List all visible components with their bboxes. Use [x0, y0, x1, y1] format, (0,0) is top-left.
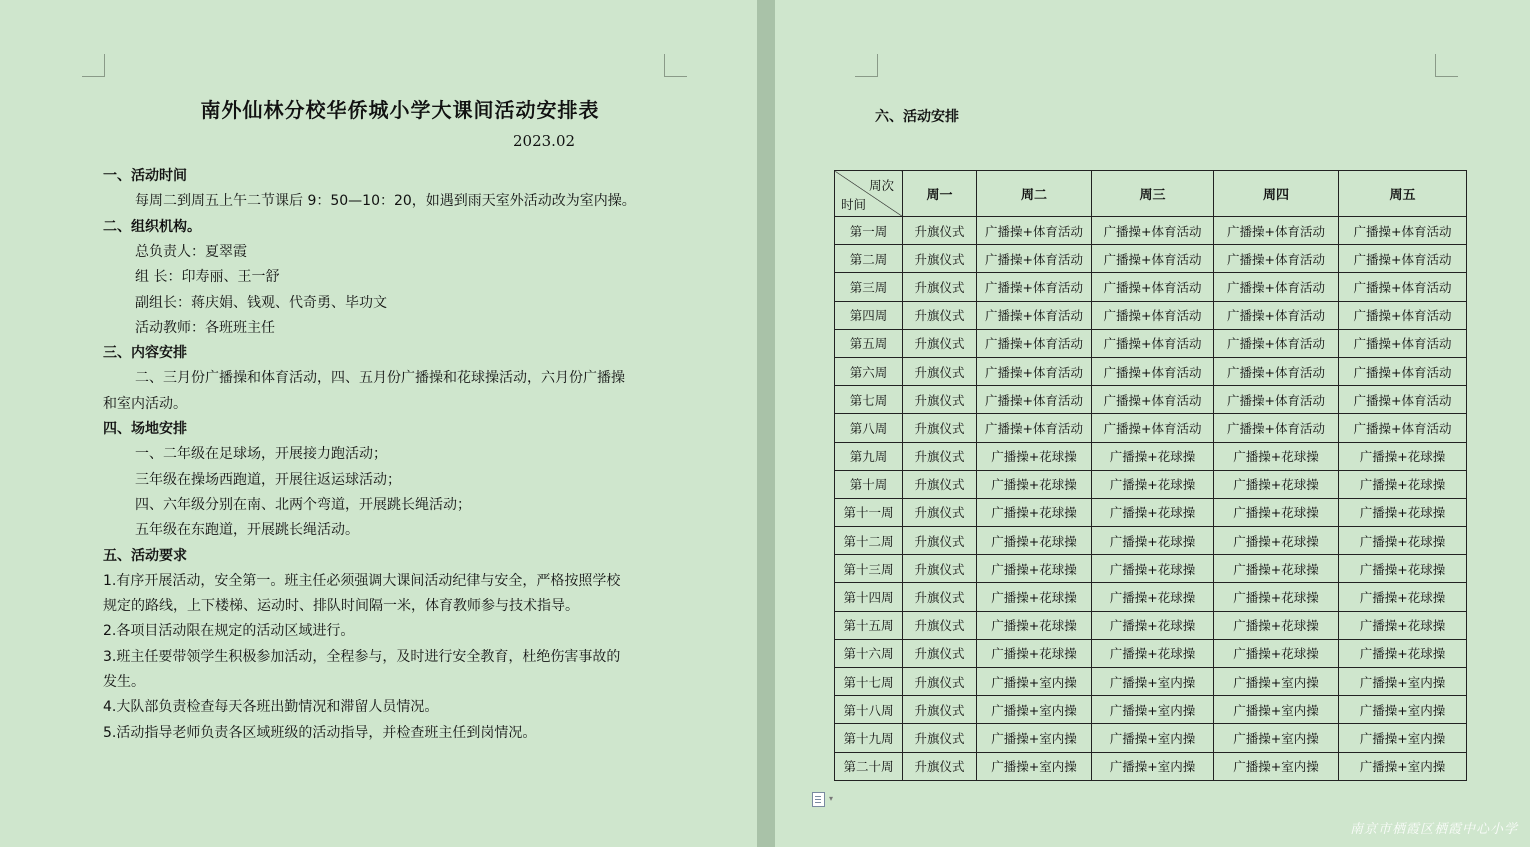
table-cell: 升旗仪式 [903, 724, 977, 752]
table-cell: 广播操+花球操 [977, 639, 1092, 667]
corner-header-cell [835, 171, 903, 217]
document-page-left [0, 0, 757, 847]
table-row [835, 273, 1467, 301]
table-cell: 广播操+体育活动 [1092, 329, 1214, 357]
table-cell: 广播操+体育活动 [1092, 273, 1214, 301]
table-row [835, 555, 1467, 583]
header-tuesday: 周二 [977, 171, 1092, 217]
page-corner-mark [855, 54, 878, 77]
body-text-line: 总负责人：夏翠霞 [135, 243, 247, 260]
table-cell: 广播操+花球操 [1339, 442, 1467, 470]
table-cell: 广播操+花球操 [1339, 611, 1467, 639]
table-cell: 广播操+体育活动 [977, 217, 1092, 245]
table-cell: 广播操+体育活动 [1214, 301, 1339, 329]
table-row [835, 611, 1467, 639]
table-cell: 升旗仪式 [903, 442, 977, 470]
week-label-cell: 第三周 [835, 273, 903, 301]
table-cell: 升旗仪式 [903, 611, 977, 639]
table-cell: 广播操+花球操 [1339, 527, 1467, 555]
document-icon[interactable] [812, 792, 825, 807]
table-cell: 升旗仪式 [903, 414, 977, 442]
table-row [835, 442, 1467, 470]
table-cell: 广播操+室内操 [1092, 752, 1214, 780]
body-text-line: 3.班主任要带领学生积极参加活动，全程参与，及时进行安全教育，杜绝伤害事故的 [103, 648, 621, 665]
table-cell: 升旗仪式 [903, 273, 977, 301]
table-cell: 广播操+体育活动 [1214, 329, 1339, 357]
table-cell: 升旗仪式 [903, 301, 977, 329]
section-heading: 三、内容安排 [103, 345, 187, 362]
table-cell: 广播操+体育活动 [1214, 414, 1339, 442]
table-row [835, 245, 1467, 273]
table-cell: 广播操+室内操 [977, 696, 1092, 724]
week-label-cell: 第八周 [835, 414, 903, 442]
week-label-cell: 第十六周 [835, 639, 903, 667]
week-label-cell: 第十四周 [835, 583, 903, 611]
table-cell: 广播操+花球操 [1214, 555, 1339, 583]
body-text-line: 组 长：印寿丽、王一舒 [135, 269, 280, 286]
table-cell: 升旗仪式 [903, 329, 977, 357]
table-cell: 升旗仪式 [903, 357, 977, 385]
table-cell: 广播操+花球操 [1092, 470, 1214, 498]
corner-label-time: 时间 [841, 197, 867, 212]
table-cell: 广播操+体育活动 [1092, 414, 1214, 442]
table-cell: 广播操+体育活动 [1339, 273, 1467, 301]
table-row [835, 527, 1467, 555]
header-thursday: 周四 [1214, 171, 1339, 217]
table-row [835, 696, 1467, 724]
table-cell: 广播操+室内操 [1214, 696, 1339, 724]
table-row [835, 470, 1467, 498]
week-label-cell: 第十二周 [835, 527, 903, 555]
table-cell: 广播操+体育活动 [977, 414, 1092, 442]
table-row [835, 498, 1467, 526]
table-cell: 广播操+室内操 [1214, 724, 1339, 752]
table-cell: 广播操+室内操 [1339, 724, 1467, 752]
table-cell: 广播操+花球操 [1214, 611, 1339, 639]
section-heading: 一、活动时间 [103, 168, 187, 184]
header-friday: 周五 [1339, 171, 1467, 217]
table-cell: 升旗仪式 [903, 555, 977, 583]
table-cell: 广播操+花球操 [977, 611, 1092, 639]
table-cell: 广播操+体育活动 [1214, 357, 1339, 385]
body-text-line: 活动教师：各班班主任 [135, 319, 275, 336]
body-text-line: 1.有序开展活动，安全第一。班主任必须强调大课间活动纪律与安全，严格按照学校 [103, 572, 621, 589]
table-cell: 广播操+花球操 [1214, 527, 1339, 555]
table-cell: 广播操+体育活动 [1214, 273, 1339, 301]
week-label-cell: 第十五周 [835, 611, 903, 639]
table-cell: 广播操+室内操 [977, 724, 1092, 752]
body-text-line: 2.各项目活动限在规定的活动区域进行。 [103, 623, 355, 640]
week-label-cell: 第七周 [835, 386, 903, 414]
table-cell: 广播操+体育活动 [977, 301, 1092, 329]
table-cell: 广播操+花球操 [1092, 583, 1214, 611]
table-cell: 广播操+花球操 [1092, 639, 1214, 667]
week-label-cell: 第十八周 [835, 696, 903, 724]
table-row [835, 329, 1467, 357]
table-cell: 广播操+花球操 [1339, 470, 1467, 498]
table-row [835, 357, 1467, 385]
table-cell: 广播操+体育活动 [1339, 329, 1467, 357]
table-cell: 广播操+花球操 [977, 442, 1092, 470]
page-corner-mark [82, 54, 105, 77]
table-cell: 广播操+室内操 [1092, 696, 1214, 724]
table-cell: 广播操+体育活动 [1339, 357, 1467, 385]
table-cell: 广播操+体育活动 [977, 357, 1092, 385]
body-text-line: 4.大队部负责检查每天各班出勤情况和滞留人员情况。 [103, 699, 439, 716]
document-date: 2023.02 [513, 132, 576, 150]
table-cell: 广播操+体育活动 [1092, 386, 1214, 414]
table-cell: 广播操+花球操 [977, 555, 1092, 583]
table-cell: 广播操+体育活动 [1339, 217, 1467, 245]
table-cell: 升旗仪式 [903, 217, 977, 245]
section-heading: 五、活动要求 [103, 547, 187, 564]
table-cell: 广播操+室内操 [1092, 668, 1214, 696]
table-cell: 广播操+花球操 [977, 527, 1092, 555]
table-cell: 广播操+花球操 [1214, 498, 1339, 526]
table-cell: 广播操+体育活动 [1339, 386, 1467, 414]
table-cell: 广播操+花球操 [1339, 498, 1467, 526]
body-text-line: 三年级在操场西跑道，开展往返运球活动； [135, 471, 401, 488]
table-cell: 广播操+体育活动 [1092, 217, 1214, 245]
table-cell: 升旗仪式 [903, 498, 977, 526]
table-cell: 广播操+花球操 [977, 470, 1092, 498]
table-row [835, 217, 1467, 245]
table-cell: 广播操+花球操 [1214, 583, 1339, 611]
table-cell: 广播操+室内操 [1339, 696, 1467, 724]
corner-label-week: 周次 [868, 178, 894, 193]
table-cell: 广播操+室内操 [1339, 752, 1467, 780]
table-cell: 广播操+体育活动 [1214, 217, 1339, 245]
table-cell: 广播操+体育活动 [1092, 245, 1214, 273]
table-cell: 广播操+花球操 [1214, 639, 1339, 667]
table-row [835, 301, 1467, 329]
week-label-cell: 第十九周 [835, 724, 903, 752]
body-text-line: 发生。 [103, 674, 145, 690]
table-row [835, 414, 1467, 442]
schedule-body [835, 217, 1467, 781]
table-cell: 广播操+体育活动 [1339, 245, 1467, 273]
table-cell: 升旗仪式 [903, 696, 977, 724]
week-label-cell: 第十一周 [835, 498, 903, 526]
section-heading: 四、场地安排 [103, 421, 187, 437]
table-cell: 广播操+花球操 [1339, 555, 1467, 583]
body-text-line: 五年级在东跑道，开展跳长绳活动。 [135, 522, 359, 539]
table-cell: 广播操+花球操 [1214, 470, 1339, 498]
week-label-cell: 第五周 [835, 329, 903, 357]
section-title: 六、活动安排 [875, 109, 959, 125]
body-text-line: 规定的路线，上下楼梯、运动时、排队时间隔一米，体育教师参与技术指导。 [103, 598, 579, 615]
table-cell: 广播操+花球操 [1214, 442, 1339, 470]
table-cell: 广播操+花球操 [1092, 442, 1214, 470]
body-text-line: 四、六年级分别在南、北两个弯道，开展跳长绳活动； [135, 496, 471, 513]
header-monday: 周一 [903, 171, 977, 217]
table-row [835, 668, 1467, 696]
table-cell: 广播操+室内操 [977, 668, 1092, 696]
header-wednesday: 周三 [1092, 171, 1214, 217]
week-label-cell: 第十周 [835, 470, 903, 498]
week-label-cell: 第六周 [835, 357, 903, 385]
table-cell: 广播操+室内操 [977, 752, 1092, 780]
table-row [835, 752, 1467, 780]
table-cell: 升旗仪式 [903, 639, 977, 667]
section-heading: 二、组织机构。 [103, 218, 201, 235]
table-cell: 广播操+花球操 [1339, 639, 1467, 667]
table-cell: 升旗仪式 [903, 583, 977, 611]
table-cell: 广播操+室内操 [1339, 668, 1467, 696]
week-label-cell: 第二周 [835, 245, 903, 273]
week-label-cell: 第二十周 [835, 752, 903, 780]
table-cell: 广播操+体育活动 [1092, 357, 1214, 385]
table-cell: 广播操+室内操 [1214, 668, 1339, 696]
table-cell: 广播操+花球操 [977, 583, 1092, 611]
table-cell: 广播操+体育活动 [977, 329, 1092, 357]
table-cell: 升旗仪式 [903, 752, 977, 780]
table-cell: 升旗仪式 [903, 527, 977, 555]
chevron-down-icon[interactable]: ▾ [829, 794, 834, 803]
table-cell: 广播操+体育活动 [1092, 301, 1214, 329]
week-label-cell: 第九周 [835, 442, 903, 470]
document-title: 南外仙林分校华侨城小学大课间活动安排表 [200, 98, 600, 122]
body-text-line: 二、三月份广播操和体育活动，四、五月份广播操和花球操活动，六月份广播操 [135, 370, 625, 387]
table-cell: 广播操+体育活动 [977, 245, 1092, 273]
page-corner-mark [1435, 54, 1458, 77]
body-text-line: 一、二年级在足球场，开展接力跑活动； [135, 446, 387, 463]
week-label-cell: 第十七周 [835, 668, 903, 696]
table-row [835, 583, 1467, 611]
table-cell: 广播操+体育活动 [977, 386, 1092, 414]
week-label-cell: 第一周 [835, 217, 903, 245]
body-text-line: 5.活动指导老师负责各区域班级的活动指导，并检查班主任到岗情况。 [103, 724, 537, 741]
table-cell: 升旗仪式 [903, 245, 977, 273]
table-cell: 广播操+体育活动 [1214, 245, 1339, 273]
table-cell: 广播操+体育活动 [977, 273, 1092, 301]
table-cell: 广播操+花球操 [1339, 583, 1467, 611]
table-cell: 广播操+体育活动 [1339, 414, 1467, 442]
body-text-line: 每周二到周五上午二节课后 9：50—10：20，如遇到雨天室外活动改为室内操。 [135, 193, 636, 210]
table-cell: 广播操+花球操 [1092, 611, 1214, 639]
table-cell: 广播操+花球操 [1092, 498, 1214, 526]
week-label-cell: 第四周 [835, 301, 903, 329]
body-text-line: 副组长：蒋庆娟、钱观、代奇勇、毕功文 [135, 294, 387, 311]
table-cell: 广播操+室内操 [1214, 752, 1339, 780]
table-cell: 广播操+花球操 [977, 498, 1092, 526]
page-corner-mark [664, 54, 687, 77]
table-cell: 广播操+体育活动 [1339, 301, 1467, 329]
table-cell: 广播操+花球操 [1092, 527, 1214, 555]
table-cell: 升旗仪式 [903, 668, 977, 696]
table-cell: 升旗仪式 [903, 470, 977, 498]
table-cell: 广播操+室内操 [1092, 724, 1214, 752]
table-row [835, 639, 1467, 667]
table-header-row [835, 171, 1467, 217]
table-row [835, 724, 1467, 752]
body-text-line: 和室内活动。 [103, 395, 187, 412]
schedule-table [834, 170, 1467, 781]
watermark: 南京市栖霞区栖霞中心小学 [1349, 822, 1518, 837]
table-cell: 广播操+体育活动 [1214, 386, 1339, 414]
week-label-cell: 第十三周 [835, 555, 903, 583]
table-row [835, 386, 1467, 414]
table-cell: 广播操+花球操 [1092, 555, 1214, 583]
table-cell: 升旗仪式 [903, 386, 977, 414]
